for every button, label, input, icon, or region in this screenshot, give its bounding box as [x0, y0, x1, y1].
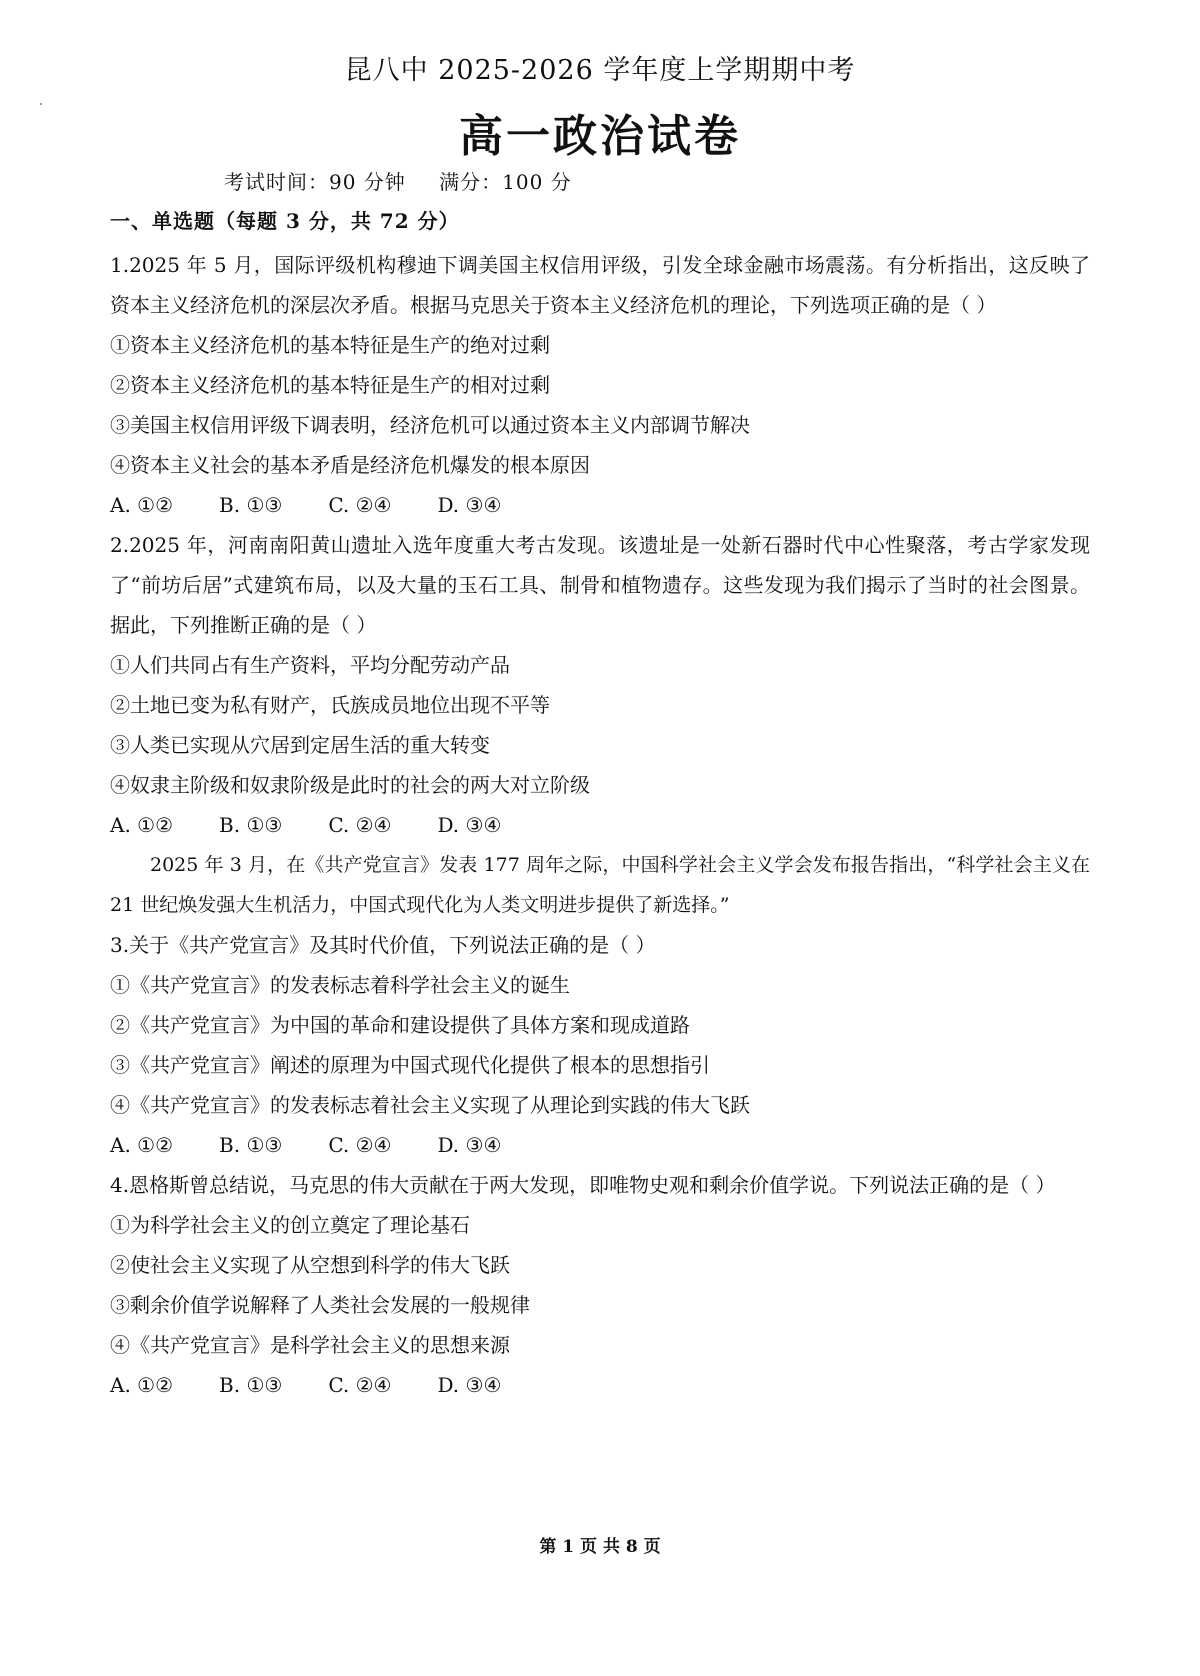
questions-body: [110, 245, 1090, 1405]
answer-choices: [110, 805, 1090, 845]
statement-2: ②使社会主义实现了从空想到科学的伟大飞跃: [110, 1253, 510, 1277]
statement-2: ②资本主义经济危机的基本特征是生产的相对过剩: [110, 373, 550, 397]
choice-b: B. ①③: [219, 493, 283, 517]
statement-1: ①人们共同占有生产资料，平均分配劳动产品: [110, 653, 510, 677]
answer-choices: [110, 1365, 1090, 1405]
choice-b: B. ①③: [219, 1133, 283, 1157]
choice-d: D. ③④: [437, 1373, 502, 1397]
choice-d: D. ③④: [437, 1133, 502, 1157]
question-stem: 2.2025 年，河南南阳黄山遗址入选年度重大考古发现。该遗址是一处新石器时代中心性聚落，考古学家发现了“前坊后居”式建筑布局，以及大量的玉石工具、制骨和植物遗存。这些发现为我们揭示了当时的社会图景。据此，下列推断正确的是（ ）: [110, 533, 1090, 637]
exam-full-score: 满分：100 分: [439, 170, 572, 194]
statement-1: ①为科学社会主义的创立奠定了理论基石: [110, 1213, 470, 1237]
choice-a: A. ①②: [110, 1133, 174, 1157]
answer-choices: [110, 485, 1090, 525]
statement-2: ②《共产党宣言》为中国的革命和建设提供了具体方案和现成道路: [110, 1013, 690, 1037]
choice-c: C. ②④: [328, 493, 392, 517]
section-heading: 一、单选题（每题 3 分，共 72 分）: [110, 209, 460, 233]
statement-4: ④奴隶主阶级和奴隶阶级是此时的社会的两大对立阶级: [110, 773, 590, 797]
exam-title: 高一政治试卷: [459, 111, 741, 162]
choice-c: C. ②④: [328, 813, 392, 837]
choice-d: D. ③④: [437, 493, 502, 517]
question-stem: 4.恩格斯曾总结说，马克思的伟大贡献在于两大发现，即唯物史观和剩余价值学说。下列说法正确的是（ ）: [110, 1173, 1056, 1197]
question-stem: 1.2025 年 5 月，国际评级机构穆迪下调美国主权信用评级，引发全球金融市场震荡。有分析指出，这反映了资本主义经济危机的深层次矛盾。根据马克思关于资本主义经济危机的理论，下列选项正确的是（ ）: [110, 253, 1090, 317]
reading-material: 2025 年 3 月，在《共产党宣言》发表 177 周年之际，中国科学社会主义学会发布报告指出，“科学社会主义在 21 世纪焕发强大生机活力，中国式现代化为人类文明进步提供了新选择。”: [110, 854, 1090, 916]
statement-3: ③人类已实现从穴居到定居生活的重大转变: [110, 733, 490, 757]
answer-choices: [110, 1125, 1090, 1165]
school-exam-header: 昆八中 2025-2026 学年度上学期期中考: [344, 55, 856, 86]
choice-a: A. ①②: [110, 1373, 174, 1397]
choice-c: C. ②④: [328, 1133, 392, 1157]
choice-c: C. ②④: [328, 1373, 392, 1397]
choice-b: B. ①③: [219, 813, 283, 837]
choice-a: A. ①②: [110, 813, 174, 837]
statement-1: ①资本主义经济危机的基本特征是生产的绝对过剩: [110, 333, 550, 357]
statement-3: ③剩余价值学说解释了人类社会发展的一般规律: [110, 1293, 530, 1317]
question-1: [110, 245, 1090, 525]
statement-2: ②土地已变为私有财产，氏族成员地位出现不平等: [110, 693, 550, 717]
statement-3: ③美国主权信用评级下调表明，经济危机可以通过资本主义内部调节解决: [110, 413, 750, 437]
exam-time: 考试时间：90 分钟: [224, 170, 406, 194]
statement-4: ④资本主义社会的基本矛盾是经济危机爆发的根本原因: [110, 453, 590, 477]
statement-3: ③《共产党宣言》阐述的原理为中国式现代化提供了根本的思想指引: [110, 1053, 710, 1077]
choice-a: A. ①②: [110, 493, 174, 517]
choice-d: D. ③④: [437, 813, 502, 837]
page-number: 第 1 页 共 8 页: [539, 1537, 661, 1557]
statement-4: ④《共产党宣言》的发表标志着社会主义实现了从理论到实践的伟大飞跃: [110, 1093, 750, 1117]
question-2: [110, 525, 1090, 845]
question-3: [110, 845, 1090, 1165]
exam-meta: [224, 166, 598, 195]
question-4: [110, 1165, 1090, 1405]
statement-4: ④《共产党宣言》是科学社会主义的思想来源: [110, 1333, 510, 1357]
choice-b: B. ①③: [219, 1373, 283, 1397]
statement-1: ①《共产党宣言》的发表标志着科学社会主义的诞生: [110, 973, 570, 997]
question-stem: 3.关于《共产党宣言》及其时代价值，下列说法正确的是（ ）: [110, 933, 656, 957]
